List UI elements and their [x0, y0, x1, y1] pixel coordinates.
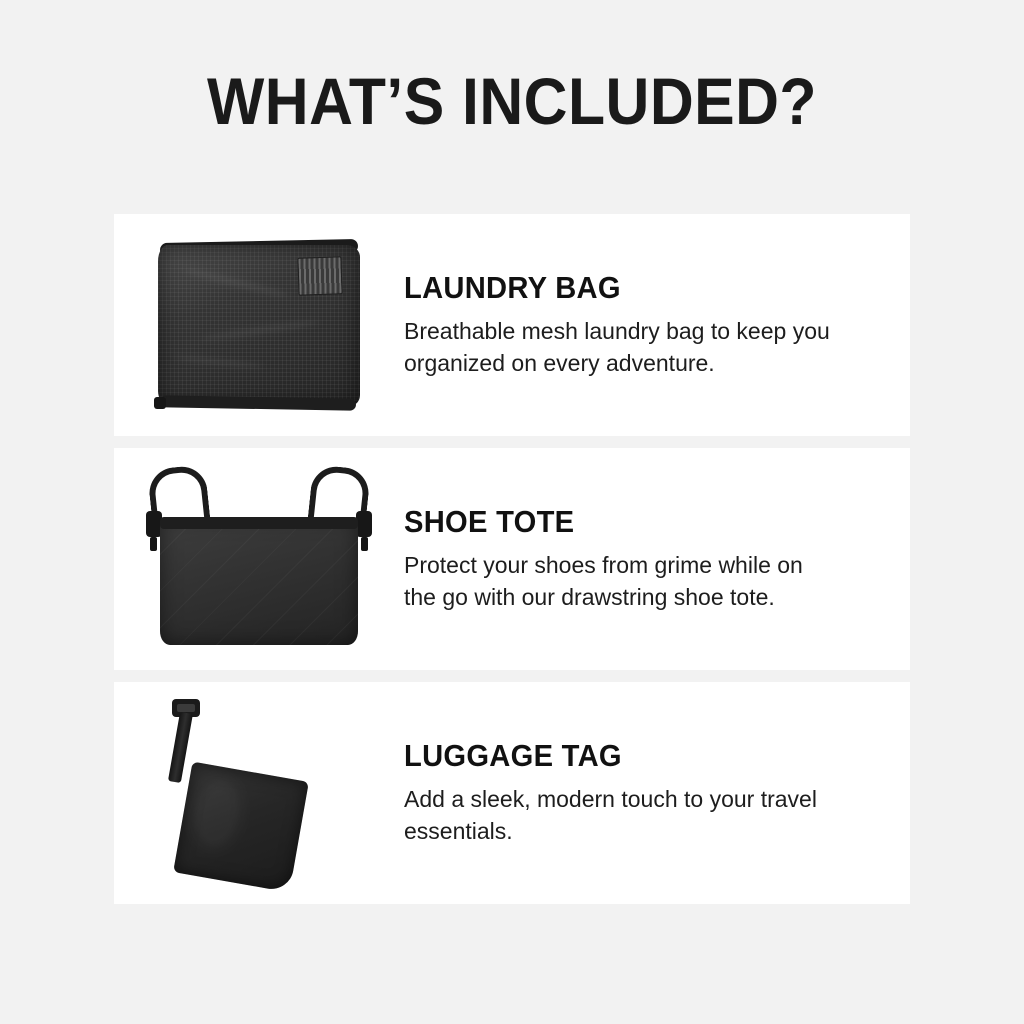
included-items-list	[114, 214, 910, 916]
bag-bottom-edge	[160, 395, 356, 410]
item-description: Breathable mesh laundry bag to keep you organized on every adventure.	[404, 318, 830, 376]
tote-drawstring-channel	[160, 517, 358, 529]
bag-brand-label-icon	[297, 256, 342, 296]
list-item	[114, 448, 910, 670]
zipper-pull-icon	[154, 397, 166, 409]
page-title: WHAT’S INCLUDED?	[206, 64, 817, 138]
tag-plate	[173, 762, 309, 893]
laundry-bag-thumbnail	[114, 214, 404, 436]
cord-end-right	[361, 537, 368, 551]
luggage-tag-thumbnail	[114, 682, 404, 904]
item-heading: LUGGAGE TAG	[404, 738, 622, 774]
tote-body	[160, 517, 358, 645]
luggage-tag-text	[404, 738, 910, 847]
item-heading: SHOE TOTE	[404, 504, 575, 540]
item-description: Add a sleek, modern touch to your travel essentials.	[404, 786, 817, 844]
mesh-laundry-bag-icon	[154, 235, 364, 415]
drawstring-shoe-tote-icon	[134, 459, 384, 659]
cord-toggle-right-icon	[356, 511, 372, 537]
item-description: Protect your shoes from grime while on the go with our drawstring shoe tote.	[404, 552, 803, 610]
list-item	[114, 682, 910, 904]
list-item	[114, 214, 910, 436]
laundry-bag-text	[404, 270, 910, 379]
cord-end-left	[150, 537, 157, 551]
luggage-tag-icon	[154, 693, 364, 893]
item-heading: LAUNDRY BAG	[404, 270, 621, 306]
shoe-tote-thumbnail	[114, 448, 404, 670]
shoe-tote-text	[404, 504, 910, 613]
tag-strap	[168, 712, 193, 783]
